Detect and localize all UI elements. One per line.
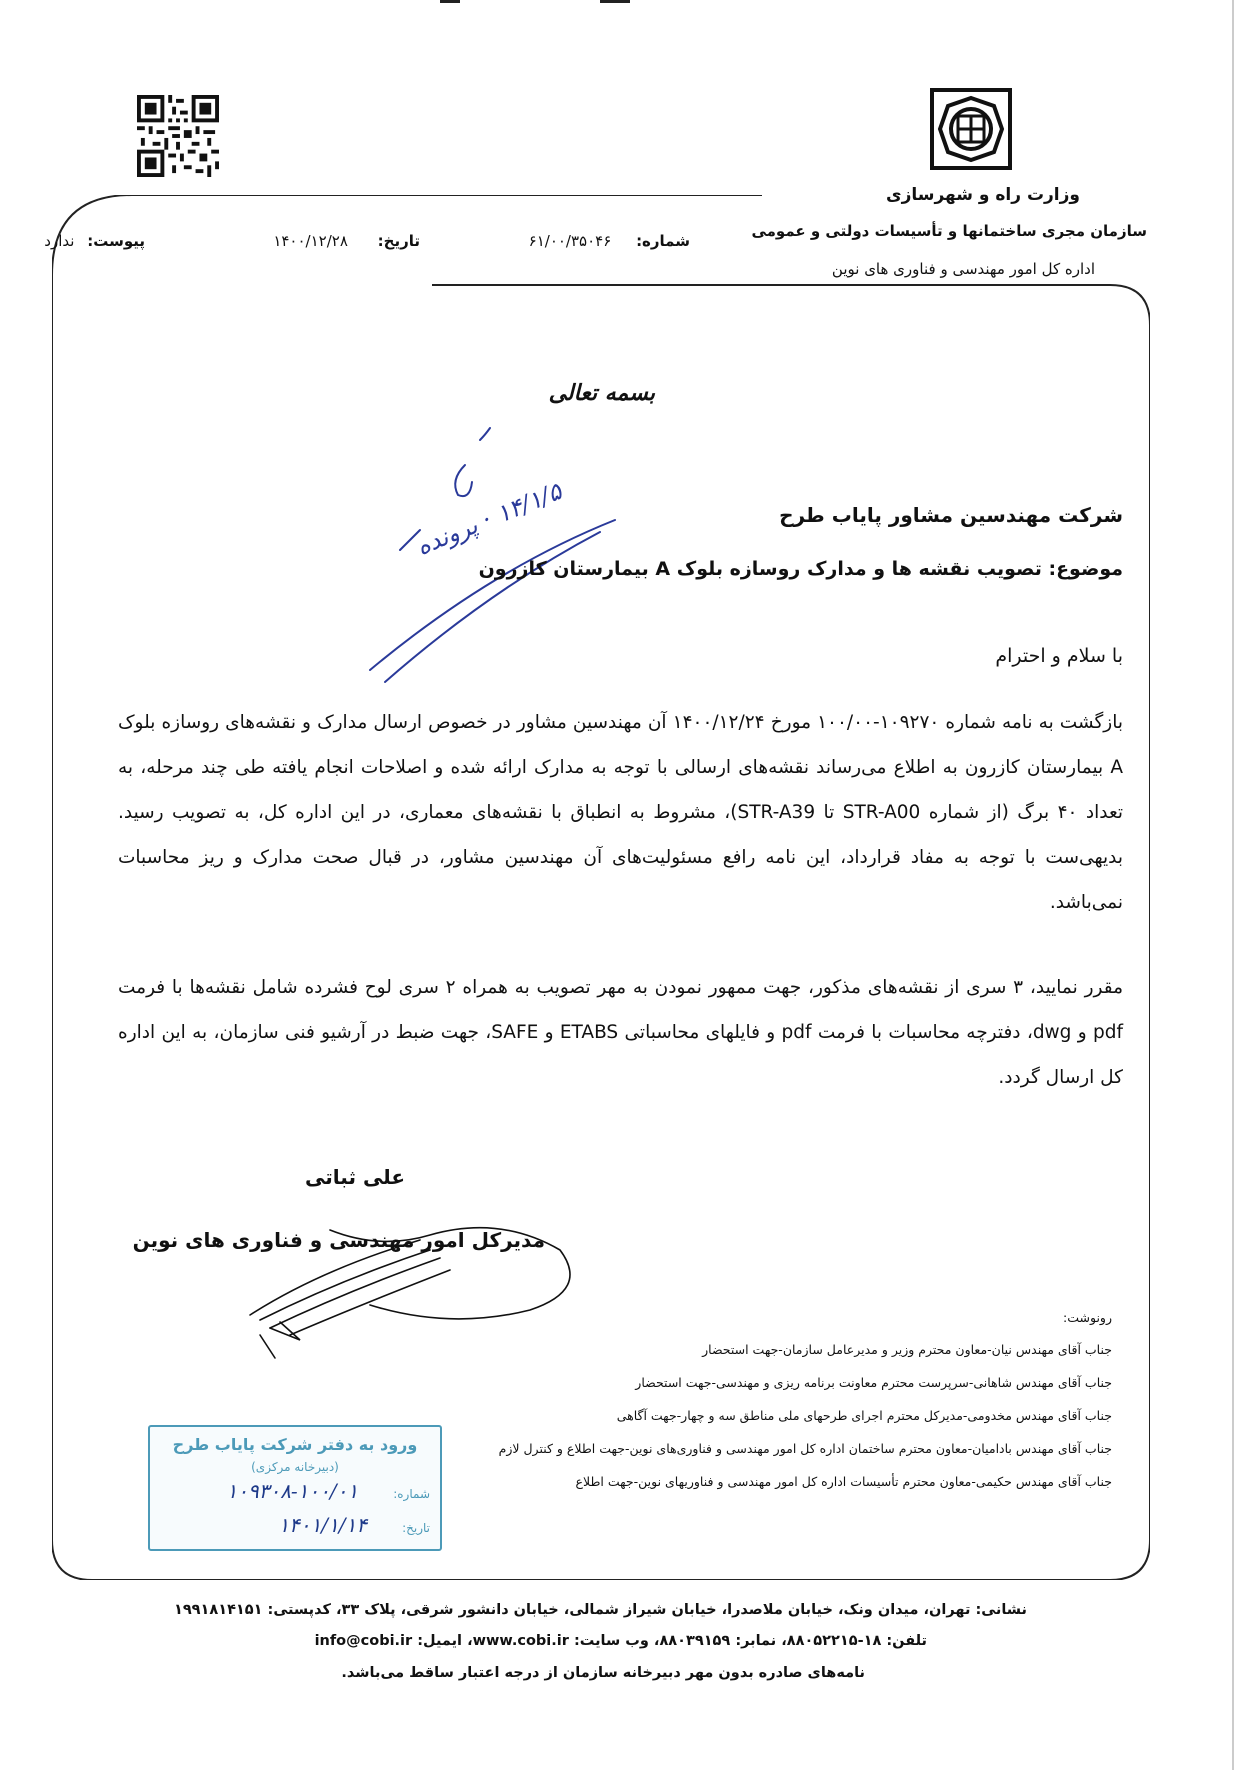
ministry-name: وزارت راه و شهرسازی bbox=[885, 185, 1080, 205]
letter-date-label: تاریخ: bbox=[377, 232, 420, 250]
ministry-logo-icon bbox=[930, 88, 1012, 170]
cc-item: جناب آقای مهندس بادامیان-معاون محترم ساختمان اداره کل امور مهندسی و فناوری‌های نوین-جهت اطلاع و کنترل لازم bbox=[498, 1441, 1112, 1456]
signature-scribble bbox=[200, 1210, 580, 1370]
qr-code-icon bbox=[137, 95, 219, 177]
cc-item: جناب آقای مهندس مخدومی-مدیرکل محترم اجرای طرحهای ملی مناطق سه و چهار-جهت آگاهی bbox=[616, 1408, 1112, 1423]
signatory-title: مدیرکل امور مهندسی و فناوری های نوین bbox=[132, 1228, 545, 1252]
scan-mark-right bbox=[600, 0, 630, 3]
stamp-date-label: تاریخ: bbox=[402, 1521, 430, 1535]
bismillah: بسمه تعالی bbox=[548, 380, 655, 406]
handwritten-annotation bbox=[340, 420, 640, 740]
stamp-subtitle: (دبیرخانه مرکزی) bbox=[251, 1460, 339, 1474]
scan-edge bbox=[1232, 0, 1234, 1770]
receipt-stamp bbox=[148, 1425, 442, 1551]
footer-address: نشانی: تهران، میدان ونک، خیابان ملاصدرا، خیابان شیراز شمالی، خیابان دانشور شرقی، پلاک ۳۳، کدپستی: ۱۹۹۱۸۱۴۱۵۱ bbox=[173, 1602, 1027, 1618]
stamp-date-row bbox=[160, 1513, 430, 1541]
subject-line: موضوع: تصویب نقشه ها و مدارک روسازه بلوک A بیمارستان کازرون bbox=[478, 558, 1123, 580]
handwritten-note: ۱۴/۱/۵ · پرونده bbox=[412, 477, 566, 561]
cc-heading: رونوشت: bbox=[1063, 1310, 1112, 1325]
stamp-number-label: شماره: bbox=[393, 1487, 430, 1501]
body-paragraph-2: مقرر نمایید، ۳ سری از نقشه‌های مذکور، جهت ممهور نمودن به مهر تصویب به همراه ۲ سری لوح فشرده شامل نقشه‌ها با فرمت pdf و dwg، دفترچه محاسبات با فرمت pdf و فایلهای محاسباتی ETABS و SAFE، جهت ضبط در آرشیو فنی سازمان، به این اداره کل ارسال گردد. bbox=[118, 977, 1123, 1088]
stamp-title: ورود به دفتر شرکت پایاب طرح bbox=[172, 1435, 418, 1454]
cc-item: جناب آقای مهندس نیان-معاون محترم وزیر و مدیرعامل سازمان-جهت استحضار bbox=[702, 1342, 1112, 1357]
department-name: اداره کل امور مهندسی و فناوری های نوین bbox=[831, 260, 1095, 278]
stamp-number-row bbox=[160, 1479, 430, 1507]
letter-date bbox=[273, 232, 420, 250]
footer-note: نامه‌های صادره بدون مهر دبیرخانه سازمان از درجه اعتبار ساقط می‌باشد. bbox=[341, 1665, 865, 1681]
attachment-label: پیوست: bbox=[87, 232, 145, 250]
body-paragraph-1: بازگشت به نامه شماره ۱۰۹۲۷۰-۱۰۰/۰۰ مورخ ۱۴۰۰/۱۲/۲۴ آن مهندسین مشاور در خصوص ارسال مدارک و نقشه‌های روسازه بلوک A بیمارستان کازرون به اطلاع می‌رساند نقشه‌های ارسالی با توجه به مدارک ارائه شده و اصلاحات انجام یافته طی چند مرحله، به تعداد ۴۰ برگ (از شماره STR-A00 تا STR-A39)، مشروط به انطباق با نقشه‌های معماری، در این اداره کل، به تصویب رسید. بدیهی‌ست با توجه به مفاد قرارداد، این نامه رافع مسئولیت‌های آن مهندسین مشاور، در قبال صحت مدارک و ریز محاسبات نمی‌باشد. bbox=[118, 712, 1124, 913]
stamp-date-value: ۱۴۰۱/۱/۱۴ bbox=[278, 1513, 367, 1537]
stamp-number-value: ۱۰۰/۰۱-۱۰۹۳۰۸ bbox=[226, 1479, 359, 1503]
attachment-value: ندارد bbox=[44, 232, 75, 250]
recipient: شرکت مهندسین مشاور پایاب طرح bbox=[779, 503, 1123, 527]
signatory-name: علی ثباتی bbox=[305, 1165, 405, 1189]
letter-date-value: ۱۴۰۰/۱۲/۲۸ bbox=[273, 232, 348, 250]
cc-item: جناب آقای مهندس حکیمی-معاون محترم تأسیسات اداره کل امور مهندسی و فناوریهای نوین-جهت اطلاع bbox=[575, 1474, 1112, 1489]
scan-mark-left bbox=[440, 0, 460, 3]
letter-number bbox=[529, 232, 690, 250]
greeting: با سلام و احترام bbox=[995, 645, 1123, 667]
letter-number-label: شماره: bbox=[636, 232, 690, 250]
organization-name: سازمان مجری ساختمانها و تأسیسات دولتی و عمومی bbox=[751, 222, 1147, 240]
letter-number-value: ۶۱/۰۰/۳۵۰۴۶ bbox=[528, 232, 612, 250]
cc-item: جناب آقای مهندس شاهانی-سرپرست محترم معاونت برنامه ریزی و مهندسی-جهت استحضار bbox=[635, 1375, 1112, 1390]
attachment bbox=[44, 232, 145, 250]
footer-contact: تلفن: ۱۸-۸۸۰۵۲۲۱۵، نمابر: ۸۸۰۳۹۱۵۹، وب سایت: www.cobi.ir، ایمیل: info@cobi.ir bbox=[314, 1633, 927, 1649]
